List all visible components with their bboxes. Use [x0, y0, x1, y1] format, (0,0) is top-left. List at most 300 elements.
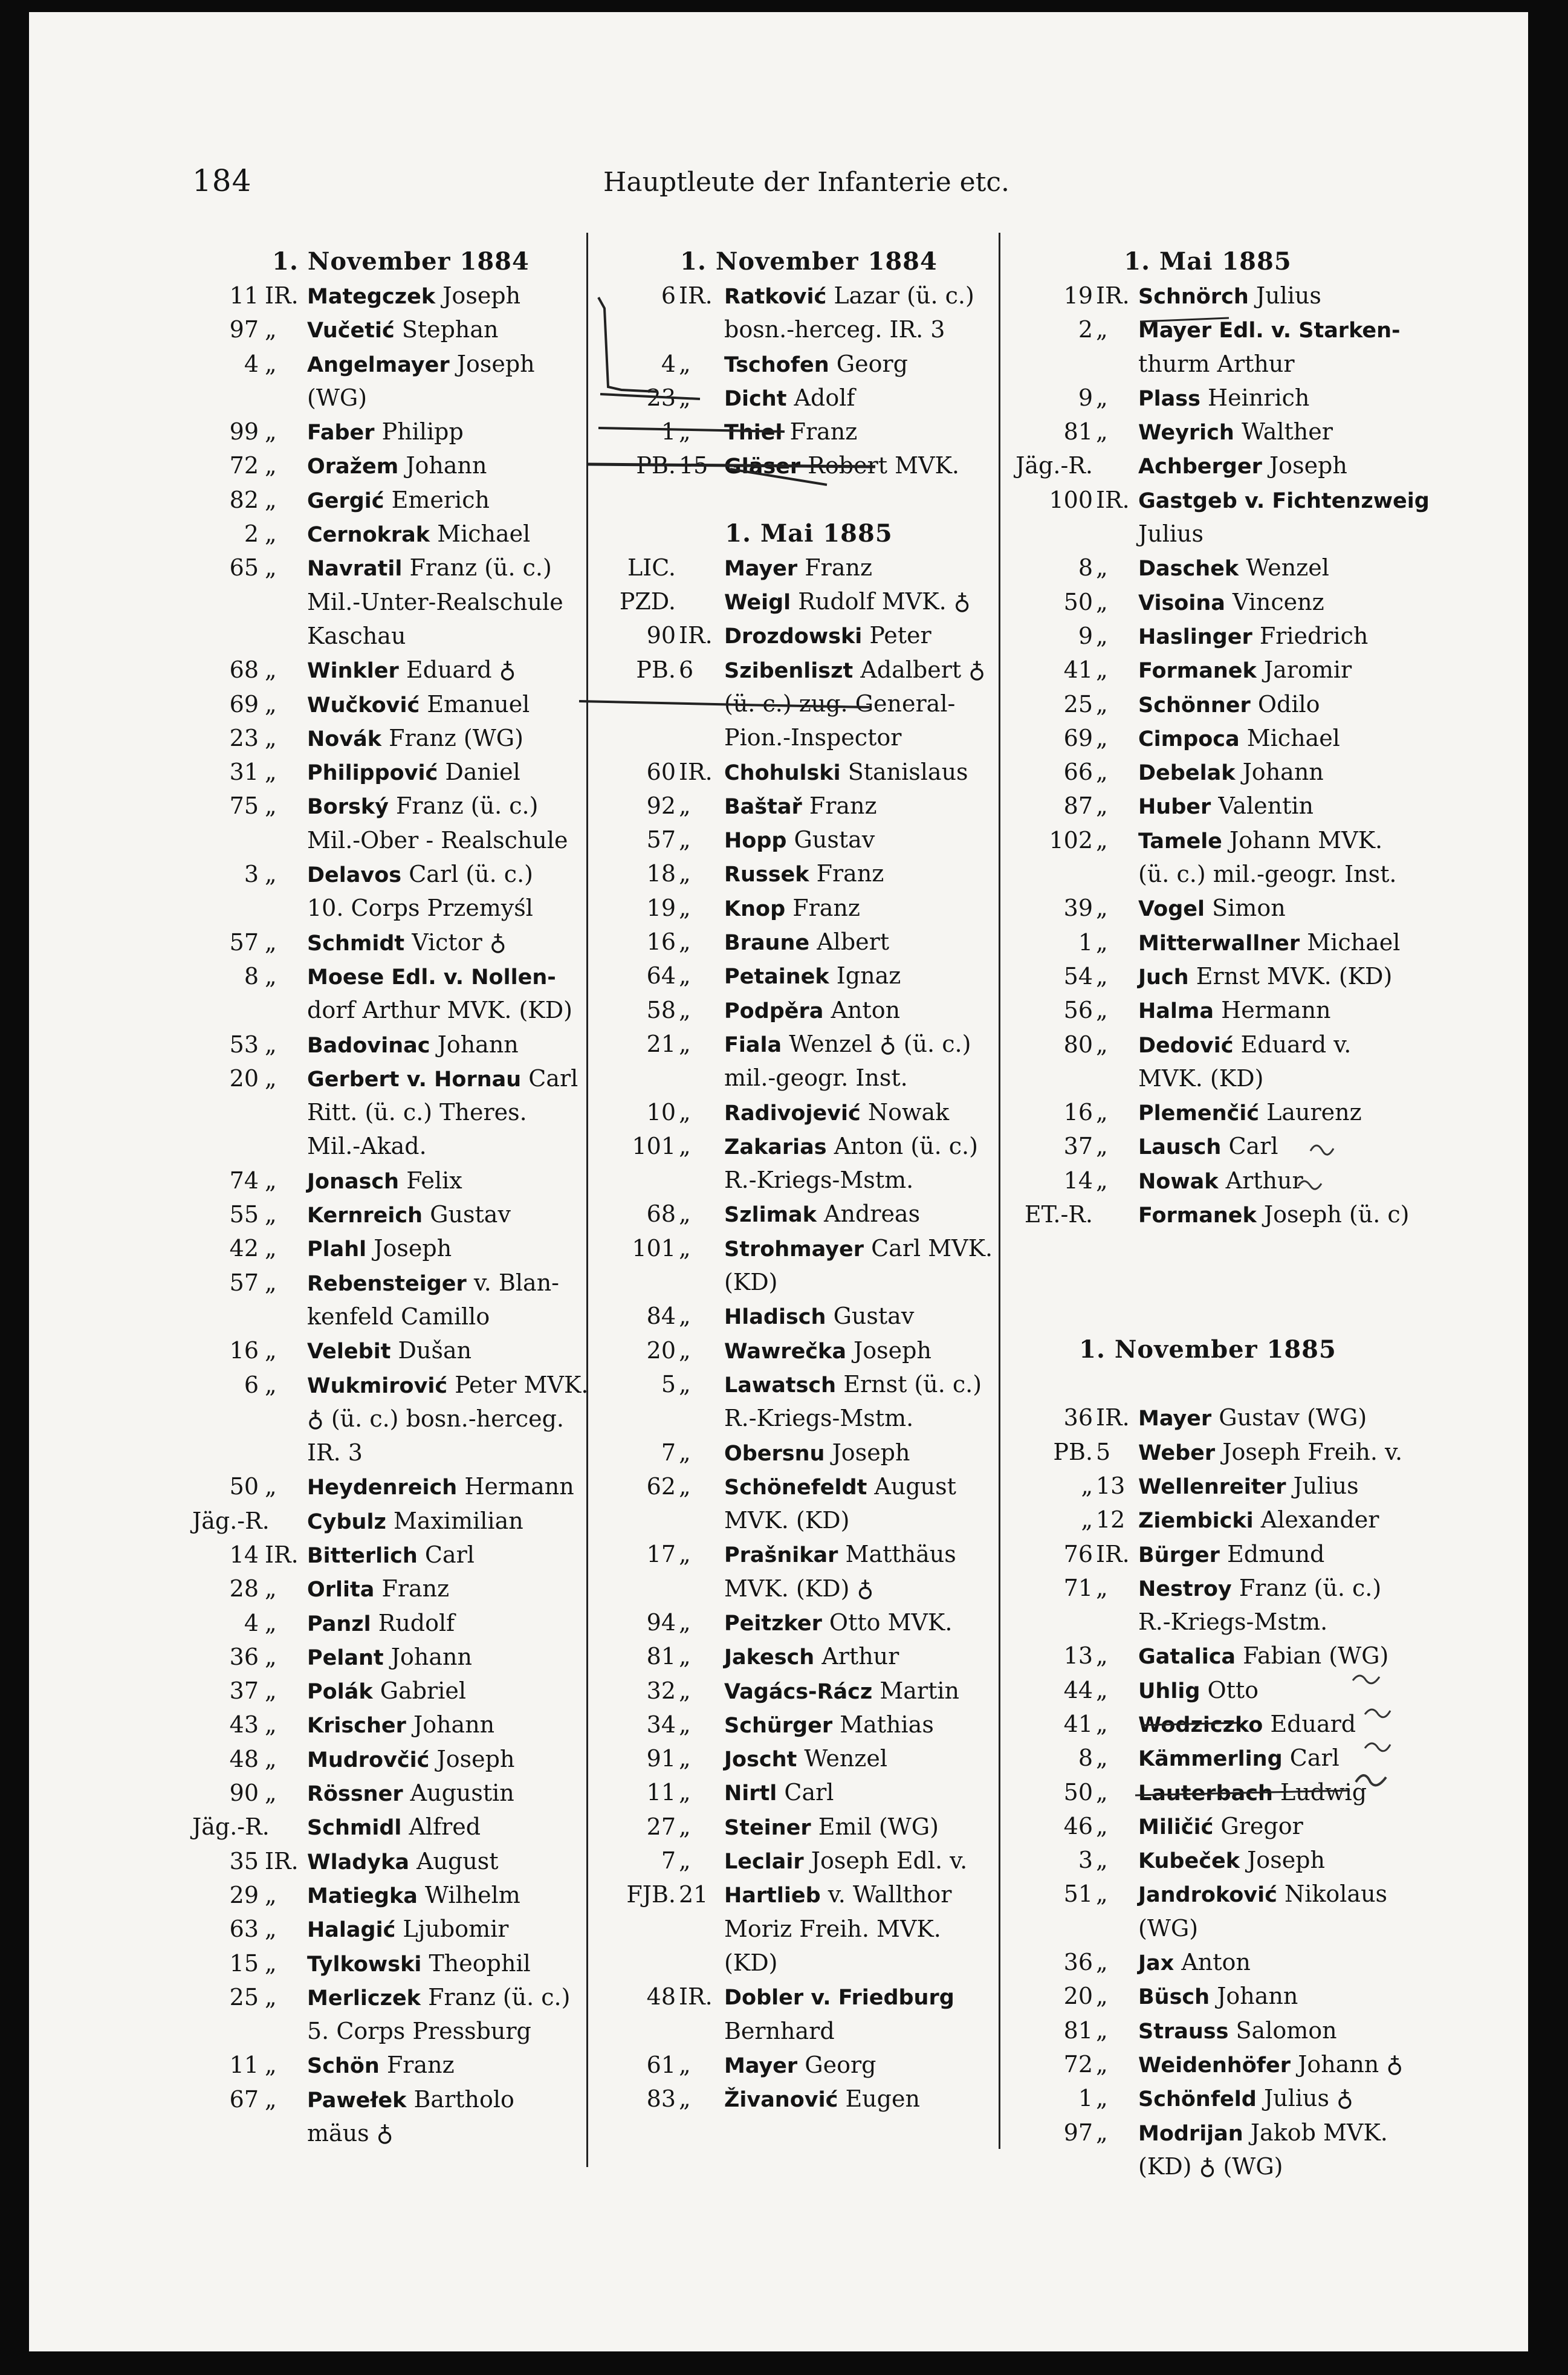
- unit-marker: „: [265, 1269, 277, 1296]
- regiment-number: 37: [1063, 1133, 1093, 1160]
- regiment-number: 15: [229, 1949, 259, 1977]
- unit-marker: „: [265, 452, 277, 479]
- unit-marker: „: [1096, 622, 1108, 649]
- unit-marker: IR.: [265, 282, 299, 309]
- given-name-and-notes: Franz: [809, 792, 877, 819]
- unit-marker: „: [679, 962, 691, 990]
- given-name-and-notes: Carl MVK.: [871, 1234, 993, 1262]
- regiment-number: 65: [229, 554, 259, 582]
- unit-marker: „: [679, 826, 691, 854]
- regiment-number: 11: [229, 282, 259, 309]
- regiment-number: 83: [646, 2085, 676, 2113]
- given-name-and-notes: Andreas: [824, 1200, 921, 1228]
- continuation-text: Mil.-Akad.: [307, 1133, 427, 1160]
- surname: Leclair: [724, 1850, 804, 1874]
- surname: Halagić: [307, 1918, 396, 1943]
- continuation-text: Kaschau: [307, 622, 406, 649]
- given-name-and-notes: Emil (WG): [818, 1813, 939, 1840]
- surname: Szibenliszt: [724, 658, 854, 683]
- regiment-number: 81: [646, 1643, 676, 1670]
- unit-marker: „: [679, 1677, 691, 1704]
- regiment-number: 41: [1063, 656, 1093, 684]
- regiment-number: 1: [661, 418, 676, 446]
- given-name-and-notes: Alexander: [1260, 1506, 1379, 1534]
- regiment-number: 3: [244, 861, 259, 888]
- regiment-number: 1: [1078, 928, 1093, 956]
- ink-strike-glaeser: [730, 469, 827, 485]
- regiment-number: 91: [646, 1745, 676, 1772]
- unit-marker: „: [265, 1201, 277, 1228]
- given-name-and-notes: Gustav: [794, 826, 875, 854]
- regiment-number: 5: [661, 1370, 676, 1398]
- given-name-and-notes: Augustin: [410, 1780, 514, 1807]
- regiment-number: 57: [646, 826, 676, 854]
- regiment-number: Jäg.-R.: [1016, 452, 1093, 479]
- given-name-and-notes: Fabian (WG): [1243, 1642, 1389, 1670]
- regiment-number: 75: [229, 792, 259, 820]
- regiment-number: 36: [1063, 1404, 1093, 1431]
- surname: Baštař: [724, 794, 802, 819]
- surname: Nirtl: [724, 1781, 777, 1806]
- given-name-and-notes: Stanislaus: [847, 758, 968, 785]
- continuation-text: Bernhard: [724, 2017, 835, 2044]
- unit-marker: „: [679, 928, 691, 956]
- given-name-and-notes: Joseph: [1269, 452, 1347, 479]
- section-heading: 1. November 1884: [272, 247, 530, 276]
- given-name-and-notes: August: [874, 1473, 956, 1500]
- given-name-and-notes: Eduard: [1270, 1710, 1356, 1737]
- given-name-and-notes: Franz (ü. c.): [1239, 1574, 1382, 1601]
- given-name-and-notes: Franz (ü. c.): [428, 1983, 571, 2010]
- continuation-text: (ü. c.) mil.-geogr. Inst.: [1138, 861, 1397, 888]
- unit-marker: „: [1096, 962, 1108, 990]
- surname: Uhlig: [1138, 1679, 1200, 1703]
- regiment-number: 64: [646, 962, 676, 990]
- surname: Mayer Edl. v. Starken-: [1138, 319, 1401, 343]
- surname: Achberger: [1138, 455, 1262, 479]
- regiment-number: 1: [1078, 2085, 1093, 2112]
- regiment-number: 84: [646, 1303, 676, 1330]
- given-name-and-notes: Franz (ü. c.): [396, 792, 539, 820]
- given-name-and-notes: Jakob MVK.: [1250, 2119, 1388, 2146]
- given-name-and-notes: Rudolf: [378, 1609, 455, 1636]
- regiment-number: 48: [646, 1983, 676, 2010]
- surname: Živanović: [724, 2088, 838, 2113]
- unit-marker: „: [265, 1916, 277, 1943]
- handwritten-marks: [29, 12, 1528, 2351]
- unit-marker: „: [265, 554, 277, 582]
- surname: Weber: [1138, 1440, 1216, 1465]
- surname: Halma: [1138, 999, 1214, 1024]
- regiment-number: 25: [1063, 690, 1093, 718]
- surname: Hopp: [724, 829, 787, 854]
- surname: Strohmayer: [724, 1237, 864, 1262]
- regiment-number: 43: [229, 1711, 259, 1738]
- regiment-number: 3: [1078, 1847, 1093, 1874]
- surname: Haslinger: [1138, 624, 1252, 649]
- unit-marker: „: [1096, 1881, 1108, 1908]
- regiment-number: 42: [229, 1235, 259, 1262]
- surname: Tylkowski: [307, 1952, 422, 1977]
- surname: Formanek: [1138, 1204, 1257, 1228]
- regiment-number: 81: [1063, 418, 1093, 446]
- given-name-and-notes: Arthur: [1225, 1167, 1303, 1194]
- given-name-and-notes: Joseph: [1247, 1847, 1325, 1874]
- surname: Schnörch: [1138, 285, 1249, 309]
- surname: Büsch: [1138, 1985, 1210, 2010]
- regiment-number: 10: [646, 1098, 676, 1126]
- surname: Wladyka: [307, 1850, 409, 1874]
- unit-marker: „: [265, 1983, 277, 2010]
- surname: Steiner: [724, 1815, 811, 1840]
- surname: Badovinac: [307, 1033, 430, 1058]
- given-name-and-notes: Joseph: [832, 1439, 910, 1466]
- ink-tick-kaemmerling: [1365, 1743, 1390, 1751]
- given-name-and-notes: Salomon: [1236, 2017, 1337, 2044]
- section-heading: 1. Mai 1885: [725, 519, 893, 548]
- continuation-text: R.-Kriegs-Mstm.: [724, 1167, 914, 1194]
- continuation-text: Mil.-Ober - Realschule: [307, 826, 568, 854]
- regiment-number: 31: [229, 759, 259, 786]
- given-name-and-notes: Adolf: [794, 384, 855, 411]
- given-name-and-notes: Joseph: [456, 350, 535, 377]
- regiment-number: 9: [1078, 384, 1093, 411]
- regiment-number: 56: [1063, 997, 1093, 1024]
- unit-marker: „: [1096, 1812, 1108, 1839]
- given-name-and-notes: Carl: [1228, 1133, 1278, 1160]
- unit-marker: „: [265, 1167, 277, 1194]
- surname: Mitterwallner: [1138, 931, 1300, 956]
- regiment-number: 71: [1063, 1574, 1093, 1601]
- unit-marker: „: [265, 1235, 277, 1262]
- ink-underline-tschofen: [600, 394, 700, 399]
- unit-marker: „: [1096, 316, 1108, 343]
- given-name-and-notes: Johann MVK.: [1229, 826, 1383, 854]
- surname: Dedović: [1138, 1033, 1234, 1058]
- unit-marker: „: [265, 1780, 277, 1807]
- unit-marker: „: [679, 1609, 691, 1636]
- surname: Delavos: [307, 863, 402, 888]
- surname: Visoina: [1138, 591, 1225, 615]
- regiment-number: 74: [229, 1167, 259, 1194]
- given-name-and-notes: August: [416, 1847, 499, 1874]
- surname: Dobler v. Friedburg: [724, 1986, 954, 2010]
- unit-marker: „: [1096, 656, 1108, 684]
- unit-marker: „: [1096, 2085, 1108, 2112]
- given-name-and-notes: Odilo: [1257, 690, 1320, 718]
- ink-underline-dicht: [598, 428, 785, 432]
- given-name-and-notes: Johann: [437, 1031, 519, 1058]
- unit-marker: „: [265, 1337, 277, 1364]
- continuation-text: R.-Kriegs-Mstm.: [724, 1405, 914, 1432]
- given-name-and-notes: Peter: [869, 622, 931, 649]
- surname: Kernreich: [307, 1204, 423, 1228]
- regiment-number: 60: [646, 758, 676, 785]
- unit-marker: „: [265, 792, 277, 820]
- unit-marker: „: [265, 520, 277, 548]
- regiment-number: 81: [1063, 2017, 1093, 2044]
- given-name-and-notes: Johann ♁: [1298, 2050, 1404, 2078]
- given-name-and-notes: Theophil: [429, 1949, 531, 1977]
- given-name-and-notes: Bartholo: [413, 2085, 514, 2113]
- ink-tick-uhlig: [1353, 1676, 1379, 1683]
- continuation-text: MVK. (KD): [1138, 1064, 1264, 1092]
- regiment-number: 97: [1063, 2119, 1093, 2146]
- unit-marker: „: [679, 894, 691, 921]
- ink-underline-lauterbach: [1135, 1790, 1350, 1795]
- given-name-and-notes: Julius: [1293, 1472, 1359, 1499]
- continuation-text: Pion.-Inspector: [724, 724, 902, 751]
- regiment-number: 67: [229, 2085, 259, 2113]
- given-name-and-notes: Dušan: [398, 1337, 472, 1364]
- regiment-number: 57: [229, 1269, 259, 1296]
- surname: Mayer: [724, 556, 798, 581]
- given-name-and-notes: Carl: [1289, 1745, 1340, 1772]
- given-name-and-notes: Hermann: [464, 1473, 574, 1500]
- given-name-and-notes: Eugen: [845, 2085, 920, 2113]
- surname: Oražem: [307, 455, 399, 479]
- unit-marker: „: [265, 1031, 277, 1058]
- surname: Knop: [724, 896, 786, 921]
- continuation-text: dorf Arthur MVK. (KD): [307, 997, 572, 1024]
- regiment-number: 16: [229, 1337, 259, 1364]
- surname: Modrijan: [1138, 2121, 1243, 2146]
- given-name-and-notes: Wenzel: [1246, 554, 1329, 582]
- surname: Weidenhöfer: [1138, 2053, 1291, 2078]
- surname: Krischer: [307, 1714, 406, 1738]
- continuation-text: (WG): [307, 384, 368, 411]
- surname: Heydenreich: [307, 1476, 458, 1500]
- unit-marker: „: [1096, 1133, 1108, 1160]
- regiment-number: „: [1081, 1472, 1093, 1499]
- unit-marker: „: [265, 1711, 277, 1738]
- regiment-number: 32: [646, 1677, 676, 1704]
- regiment-number: 72: [229, 452, 259, 479]
- given-name-and-notes: Joseph: [374, 1235, 452, 1262]
- regiment-number: 76: [1063, 1540, 1093, 1567]
- surname: Strauss: [1138, 2019, 1229, 2044]
- given-name-and-notes: Albert: [817, 928, 890, 956]
- given-name-and-notes: Joseph: [854, 1337, 931, 1364]
- surname: Gatalica: [1138, 1645, 1236, 1670]
- surname: Faber: [307, 421, 375, 446]
- regiment-number: „: [1081, 1506, 1093, 1534]
- regiment-number: 21: [646, 1030, 676, 1057]
- page-title: Hauptleute der Infanterie etc.: [603, 167, 1009, 198]
- unit-marker: IR.: [679, 758, 713, 785]
- continuation-text: Ritt. (ü. c.) Theres.: [307, 1099, 527, 1126]
- unit-marker: „: [1096, 997, 1108, 1024]
- surname: Novák: [307, 727, 382, 751]
- unit-marker: „: [1096, 759, 1108, 786]
- regiment-number: 13: [1063, 1642, 1093, 1670]
- unit-marker: „: [1096, 1574, 1108, 1601]
- regiment-number: 4: [661, 350, 676, 377]
- given-name-and-notes: Nowak: [867, 1098, 950, 1126]
- unit-marker: IR.: [1096, 1540, 1130, 1567]
- section-heading: 1. Mai 1885: [1124, 247, 1292, 276]
- unit-marker: „: [265, 861, 277, 888]
- given-name-and-notes: Wenzel: [804, 1745, 887, 1772]
- given-name-and-notes: Peter MVK.: [455, 1371, 589, 1398]
- continuation-text: IR. 3: [307, 1439, 363, 1466]
- unit-marker: „: [1096, 1642, 1108, 1670]
- surname: Thiel: [724, 421, 783, 446]
- given-name-and-notes: Jaromir: [1263, 656, 1352, 684]
- continuation-text: MVK. (KD): [724, 1507, 850, 1534]
- unit-marker: „: [1096, 2119, 1108, 2146]
- unit-marker: „: [1096, 418, 1108, 446]
- surname: Braune: [724, 931, 810, 956]
- unit-marker: „: [265, 1609, 277, 1636]
- surname: Gastgeb v. Fichtenzweig: [1138, 488, 1430, 513]
- regiment-number: 101: [632, 1132, 676, 1159]
- continuation-text: (KD): [724, 1949, 778, 1976]
- given-name-and-notes: Johann: [1242, 759, 1324, 786]
- given-name-and-notes: Mathias: [840, 1711, 934, 1738]
- surname: Angelmayer: [307, 352, 450, 377]
- unit-marker: „: [1096, 588, 1108, 615]
- given-name-and-notes: Robert MVK.: [808, 452, 959, 479]
- unit-marker: „: [1096, 792, 1108, 820]
- unit-marker: „: [679, 1541, 691, 1568]
- surname: Mayer: [724, 2053, 798, 2078]
- regiment-number: 2: [1078, 316, 1093, 343]
- surname: Hartlieb: [724, 1884, 821, 1908]
- unit-marker: 21: [679, 1881, 708, 1908]
- unit-marker: „: [265, 1371, 277, 1398]
- unit-marker: „: [679, 418, 691, 446]
- unit-marker: „: [1096, 2050, 1108, 2078]
- unit-marker: IR.: [679, 622, 713, 649]
- unit-marker: 15: [679, 452, 708, 479]
- surname: Vučetić: [307, 319, 395, 343]
- given-name-and-notes: Hermann: [1221, 997, 1331, 1024]
- unit-marker: 5: [1096, 1438, 1111, 1465]
- unit-marker: „: [265, 1064, 277, 1092]
- regiment-number: 63: [229, 1916, 259, 1943]
- section-heading: 1. November 1885: [1079, 1335, 1336, 1364]
- regiment-number: 36: [229, 1643, 259, 1670]
- given-name-and-notes: Carl: [528, 1064, 578, 1092]
- surname: Huber: [1138, 795, 1211, 820]
- regiment-number: Jäg.-R.: [192, 1813, 270, 1841]
- given-name-and-notes: Otto MVK.: [829, 1609, 953, 1636]
- given-name-and-notes: Lazar (ü. c.): [834, 282, 974, 309]
- surname: Tschofen: [724, 352, 829, 377]
- surname: Podpěra: [724, 999, 824, 1023]
- unit-marker: „: [265, 1677, 277, 1705]
- regiment-number: 87: [1063, 792, 1093, 820]
- given-name-and-notes: Vincenz: [1232, 588, 1324, 615]
- regiment-number: 58: [646, 996, 676, 1023]
- ink-underline-drozdowski: [579, 701, 869, 707]
- surname: Rössner: [307, 1782, 403, 1807]
- surname: Lausch: [1138, 1135, 1222, 1160]
- surname: Weigl: [724, 591, 791, 615]
- ink-tick-nowak: [1298, 1181, 1321, 1189]
- surname: Philippović: [307, 761, 438, 786]
- regiment-number: 66: [1063, 759, 1093, 786]
- given-name-and-notes: Edmund: [1227, 1540, 1325, 1567]
- surname: Wukmirović: [307, 1373, 448, 1398]
- regiment-number: 20: [1063, 1983, 1093, 2010]
- ink-underline-wodziczko: [1141, 1723, 1238, 1725]
- surname: Kubeček: [1138, 1849, 1240, 1874]
- regiment-number: 19: [1063, 282, 1093, 309]
- regiment-number: 50: [1063, 588, 1093, 615]
- given-name-and-notes: Joseph Edl. v.: [811, 1847, 968, 1874]
- unit-marker: 13: [1096, 1472, 1126, 1499]
- given-name-and-notes: Franz: [789, 418, 858, 446]
- surname: Schmidl: [307, 1816, 402, 1841]
- given-name-and-notes: Johann: [413, 1711, 495, 1738]
- surname: Ziembicki: [1138, 1509, 1254, 1534]
- unit-marker: „: [1096, 690, 1108, 718]
- continuation-text: Moriz Freih. MVK.: [724, 1915, 941, 1942]
- surname: Mategczek: [307, 285, 436, 309]
- regiment-number: 36: [1063, 1949, 1093, 1976]
- surname: Plemenčić: [1138, 1101, 1260, 1126]
- surname: Juch: [1138, 965, 1189, 990]
- given-name-and-notes: Wilhelm: [424, 1881, 520, 1908]
- regiment-number: 69: [1063, 724, 1093, 751]
- regiment-number: 37: [229, 1677, 259, 1705]
- surname: Schönner: [1138, 693, 1251, 718]
- continuation-text: Mil.-Unter-Realschule: [307, 588, 563, 615]
- unit-marker: „: [265, 316, 277, 343]
- given-name-and-notes: Alfred: [409, 1813, 481, 1841]
- regiment-number: 17: [646, 1541, 676, 1568]
- surname: Bitterlich: [307, 1543, 418, 1568]
- regiment-number: 100: [1049, 486, 1093, 513]
- given-name-and-notes: Walther: [1241, 418, 1333, 446]
- regiment-number: 99: [229, 418, 259, 446]
- regiment-number: 11: [229, 2052, 259, 2079]
- surname: Weyrich: [1138, 421, 1234, 446]
- unit-marker: „: [1096, 928, 1108, 956]
- regiment-number: 23: [229, 724, 259, 751]
- continuation-text: Julius: [1138, 520, 1204, 548]
- given-name-and-notes: Gustav: [833, 1303, 915, 1330]
- surname: Schönefeldt: [724, 1475, 867, 1500]
- surname: Fiala: [724, 1032, 782, 1057]
- regiment-number: 54: [1063, 962, 1093, 990]
- unit-marker: 6: [679, 656, 694, 683]
- given-name-and-notes: Ignaz: [836, 962, 901, 990]
- continuation-text: kenfeld Camillo: [307, 1303, 490, 1330]
- surname: Velebit: [307, 1340, 391, 1364]
- unit-marker: „: [265, 418, 277, 446]
- unit-marker: „: [679, 384, 691, 411]
- regiment-number: 4: [244, 350, 259, 377]
- regiment-number: 90: [646, 622, 676, 649]
- surname: Mudrovčić: [307, 1748, 430, 1772]
- surname: Chohulski: [724, 760, 841, 785]
- given-name-and-notes: Heinrich: [1208, 384, 1310, 411]
- given-name-and-notes: Philipp: [381, 418, 464, 446]
- given-name-and-notes: Eduard ♁: [406, 656, 516, 684]
- regiment-number: 8: [244, 962, 259, 990]
- surname: Jandroković: [1138, 1883, 1277, 1908]
- regiment-number: 25: [229, 1983, 259, 2010]
- given-name-and-notes: Wenzel ♁ (ü. c.): [789, 1030, 971, 1057]
- unit-marker: „: [1096, 826, 1108, 854]
- unit-marker: „: [265, 724, 277, 751]
- ink-bracket-mark: [598, 297, 658, 392]
- regiment-number: 69: [229, 690, 259, 718]
- unit-marker: „: [265, 690, 277, 718]
